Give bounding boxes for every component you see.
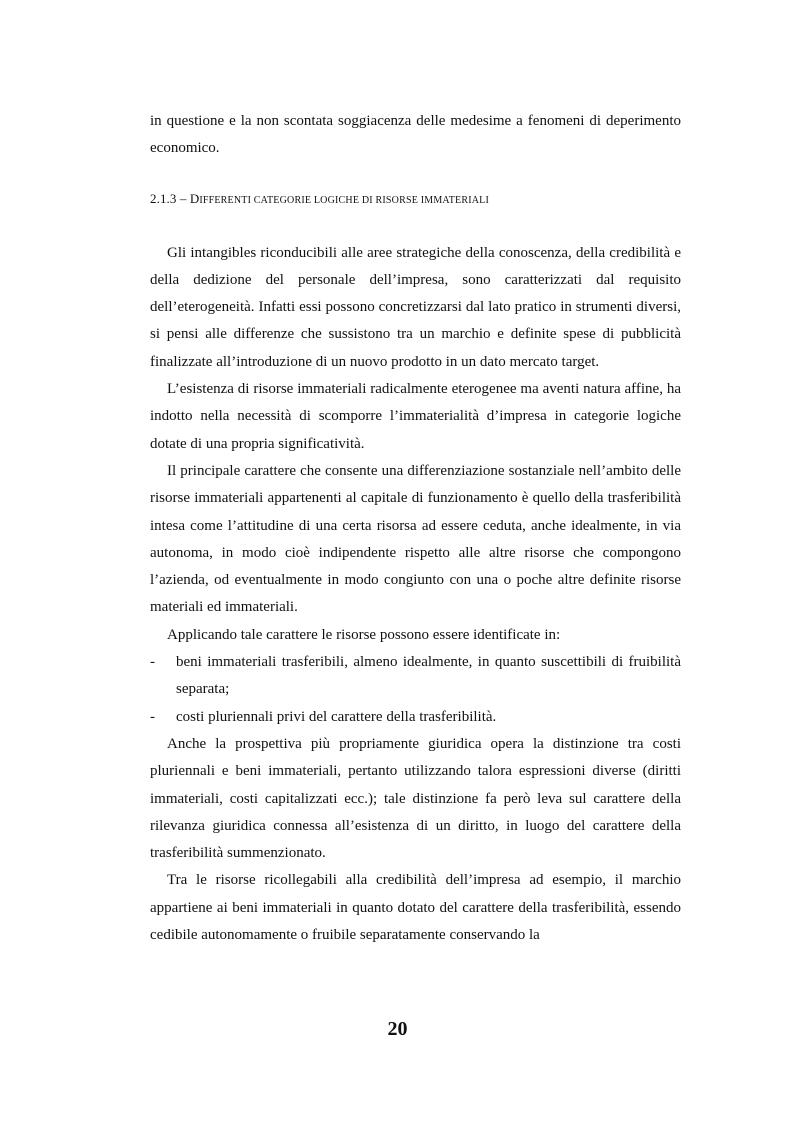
intro-paragraph: in questione e la non scontata soggiacenza delle medesime a fenomeni di deperimento economico. (150, 113, 681, 157)
list-dash: - (150, 708, 155, 725)
list-dash: - (150, 654, 155, 671)
paragraph: Applicando tale carattere le risorse possono essere identificate in: (167, 626, 561, 643)
body-text (150, 108, 681, 949)
paragraph: Anche la prospettiva più propriamente giuridica opera la distinzione tra costi pluriennali e beni immateriali, pertanto utilizzando talora espressioni diverse (diritti immateriali, costi capitalizzati ecc.); tale distinzione fa però leva sul carattere della rilevanza giuridica connessa all’esistenza di un diritto, in luogo del carattere della trasferibilità summenzionato. (150, 735, 681, 862)
heading-number: 2.1.3 – (150, 190, 190, 206)
paragraph: Il principale carattere che consente una differenziazione sostanziale nell’ambito delle risorse immateriali appartenenti al capitale di funzionamento è quello della trasferibilità intesa come l’attitudine di una certa risorsa ad essere ceduta, anche idealmente, in via autonoma, in modo cioè indipendente rispetto alle altre risorse che compongono l’azienda, od eventualmente in modo congiunto con una o poche altre definite risorse materiali ed immateriali. (150, 462, 681, 616)
paragraph: L’esistenza di risorse immateriali radicalmente eterogenee ma aventi natura affine, ha indotto nella necessità di scomporre l’immaterialità d’impresa in categorie logiche dotate di una propria significatività. (150, 381, 681, 452)
list-item (150, 649, 681, 704)
heading-title: IFFERENTI CATEGORIE LOGICHE DI RISORSE IMMATERIALI (199, 194, 490, 206)
paragraph: Tra le risorse ricollegabili alla credibilità dell’impresa ad esempio, il marchio appartiene ai beni immateriali in quanto dotato del carattere della trasferibilità, essendo cedibile autonomamente o fruibile separatamente conservando la (150, 872, 681, 944)
page-number: 20 (387, 1018, 408, 1040)
heading-initial: D (189, 190, 200, 206)
list-item (150, 704, 681, 731)
section-heading (150, 189, 681, 211)
list-item-text: costi pluriennali privi del carattere della trasferibilità. (176, 708, 497, 725)
paragraph: Gli intangibles riconducibili alle aree strategiche della conoscenza, della credibilità e della dedizione del personale dell’impresa, sono caratterizzati dal requisito dell’eterogeneità. Infatti essi possono concretizzarsi dal lato pratico in strumenti diversi, si pensi alle differenze che sussistono tra un marchio e definite spese di pubblicità finalizzate all’introduzione di un nuovo prodotto in un dato mercato target. (150, 244, 681, 370)
list-item-text: beni immateriali trasferibili, almeno idealmente, in quanto suscettibili di fruibilità separata; (176, 654, 681, 698)
